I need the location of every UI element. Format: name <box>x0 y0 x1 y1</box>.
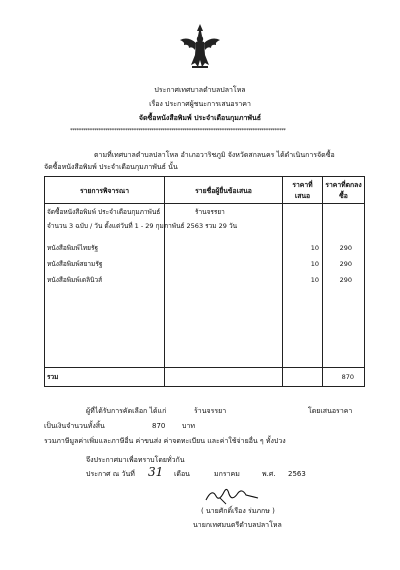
intro-line-1: ตามที่เทศบาลตำบลปลาโหล อำเภอวาริชภูมิ จังหวัดสกลนคร ได้ดำเนินการจัดซื้อ <box>94 151 335 159</box>
total-value: 870 <box>323 368 365 387</box>
total-empty-vendor <box>165 368 283 387</box>
table-header-row <box>45 177 365 204</box>
vendor-name: ร้านจรรยา <box>195 208 225 216</box>
total-label: รวม <box>45 368 165 387</box>
year-label: พ.ศ. <box>262 470 276 478</box>
list-item: หนังสือพิมพ์เดลินิวส์ <box>47 276 103 284</box>
agreed-price: 290 <box>339 244 352 252</box>
announce-day: 31 <box>148 465 164 479</box>
vendor-cell <box>165 204 283 368</box>
announce-month: มกราคม <box>214 470 240 478</box>
org-heading: ประกาศเทศบาลตำบลปลาโหล <box>154 86 246 94</box>
list-item: หนังสือพิมพ์ไทยรัฐ <box>47 244 99 252</box>
offered-price: 10 <box>310 260 319 268</box>
winner-label: ผู้ที่ได้รับการคัดเลือก ได้แก่ <box>86 407 167 415</box>
agreed-price: 290 <box>339 276 352 284</box>
winner-method: โดยเสนอราคา <box>308 407 353 415</box>
price-inclusion-note: รวมภาษีมูลค่าเพิ่มและภาษีอื่น ค่าขนส่ง ค่าจดทะเบียน และค่าใช้จ่ายอื่น ๆ ทั้งปวง <box>44 437 286 445</box>
header-item: รายการพิจารณา <box>45 177 165 204</box>
amount-currency: บาท <box>182 422 195 430</box>
item-detail: จำนวน 3 ฉบับ / วัน ตั้งแต่วันที่ 1 - 29 กุมภาพันธ์ 2563 รวม 29 วัน <box>47 222 238 230</box>
announce-date-label: ประกาศ ณ วันที่ <box>86 470 135 478</box>
signature-scribble-icon <box>202 484 262 506</box>
table-total-row <box>45 368 365 387</box>
item-title: จัดซื้อหนังสือพิมพ์ ประจำเดือนกุมภาพันธ์ <box>47 208 161 216</box>
winner-name: ร้านจรรยา <box>194 407 227 415</box>
header-offered-price: ราคาที่เสนอ <box>283 177 323 204</box>
agreed-price-cell <box>323 204 365 368</box>
garuda-emblem-icon <box>176 22 224 70</box>
table-body-row <box>45 204 365 368</box>
offered-price-cell <box>283 204 323 368</box>
list-item: หนังสือพิมพ์สยามรัฐ <box>47 260 103 268</box>
signatory-position: นายกเทศมนตรีตำบลปลาโหล <box>193 521 282 529</box>
intro-line-2: จัดซื้อหนังสือพิมพ์ ประจำเดือนกุมภาพันธ์ นั้น <box>44 163 178 171</box>
amount-value: 870 <box>152 422 166 430</box>
offered-price: 10 <box>310 244 319 252</box>
subject-heading: เรื่อง ประกาศผู้ชนะการเสนอราคา <box>149 100 251 108</box>
agreed-price: 290 <box>339 260 352 268</box>
announce-text: จึงประกาศมาเพื่อทราบโดยทั่วกัน <box>86 456 185 464</box>
announce-year: 2563 <box>288 470 306 478</box>
header-vendor: รายชื่อผู้ยื่นข้อเสนอ <box>165 177 283 204</box>
star-separator: ************************************************************************************************** <box>70 128 286 134</box>
amount-label: เป็นเงินจำนวนทั้งสิ้น <box>44 422 105 430</box>
header-agreed-price: ราคาที่ตกลงซื้อ <box>323 177 365 204</box>
offered-price: 10 <box>310 276 319 284</box>
document-title: จัดซื้อหนังสือพิมพ์ ประจำเดือนกุมภาพันธ์ <box>138 114 262 122</box>
procurement-table <box>44 176 365 387</box>
total-empty-offered <box>283 368 323 387</box>
signatory-name: ( นายศักดิ์เรือง ร่มภกษ ) <box>201 507 275 515</box>
month-label: เดือน <box>174 470 190 478</box>
